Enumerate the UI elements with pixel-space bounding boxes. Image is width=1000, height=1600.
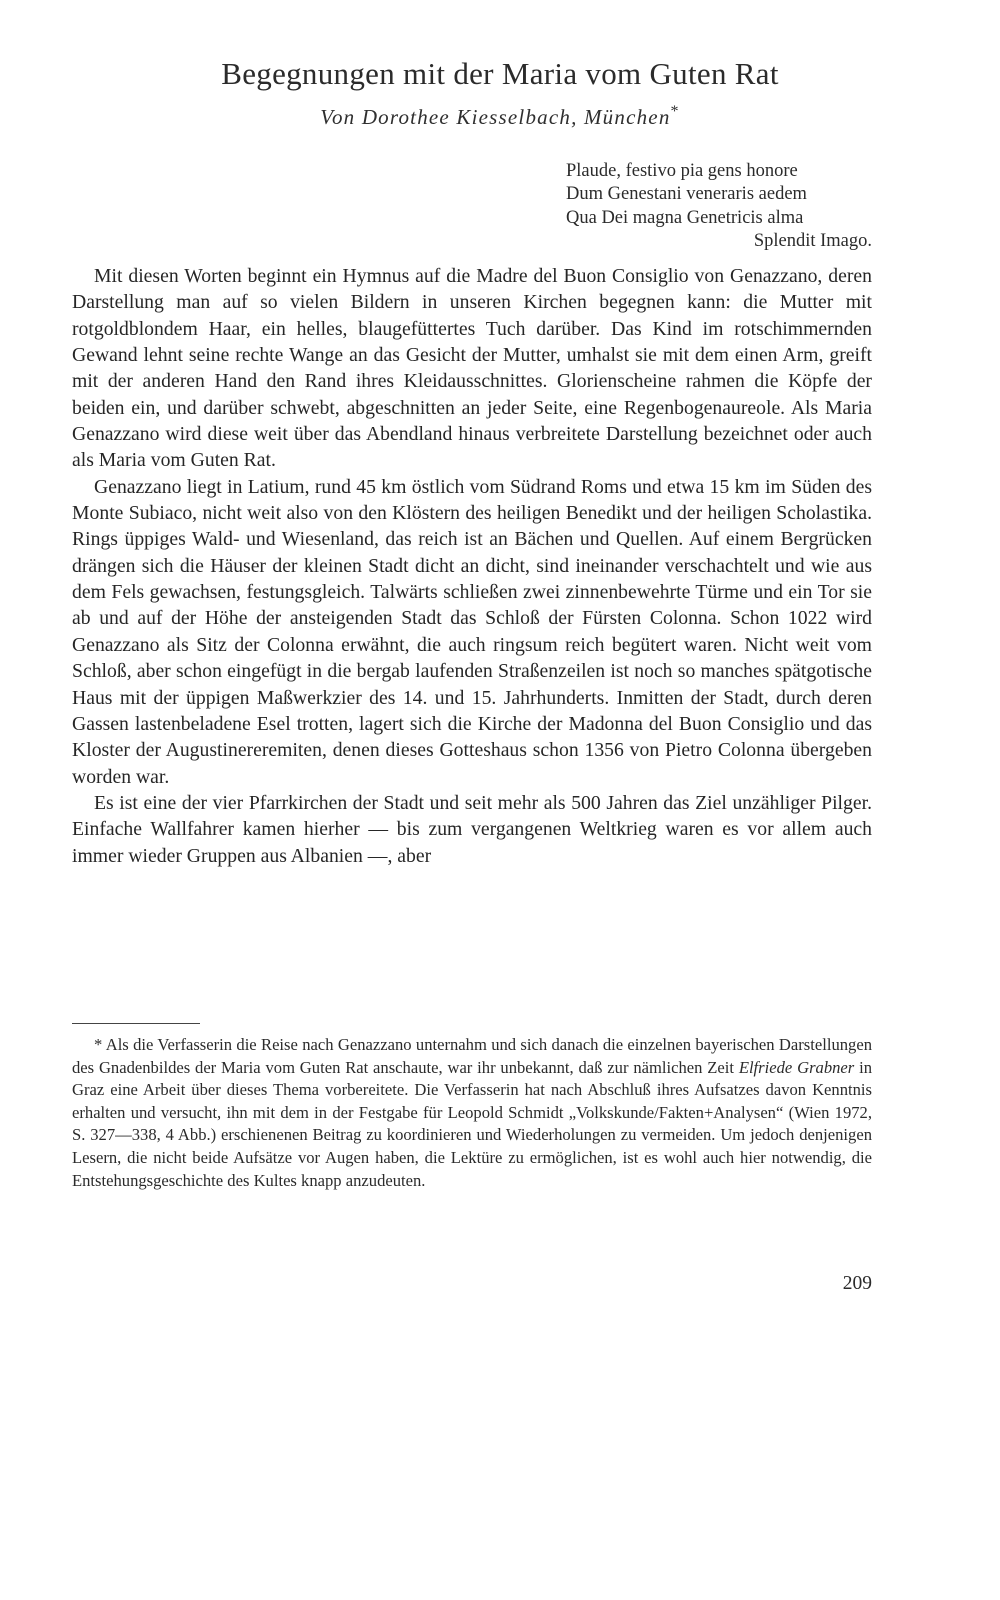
epigraph-line: Dum Genestani veneraris aedem xyxy=(566,184,807,205)
article-title: Begegnungen mit der Maria vom Guten Rat xyxy=(221,56,779,91)
epigraph-line: Plaude, festivo pia gens honore xyxy=(566,161,798,181)
footnote-emphasis: Elfriede Grabner xyxy=(738,1057,855,1077)
body-paragraph: Mit diesen Worten beginnt ein Hymnus auf die Madre del Buon Consiglio von Genazzano, deren Darstellung man auf so vielen Bildern in unseren Kirchen begegnen kann: die Mutter mit rotgoldblondem Haar, ein helles, blaugefüttertes Tuch darüber. Das Kind im rotschimmernden Gewand lehnt seine rechte Wange an das Gesicht der Mutter, umhalst sie mit dem einen Arm, greift mit der anderen Hand den Rand ihres Kleidausschnittes. Glorienscheine rahmen die Köpfe der beiden ein, und darüber schwebt, abgeschnitten an jeder Seite, eine Regenbogenaureole. Als Maria Genazzano wird diese weit über das Abendland hinaus verbreitete Darstellung bezeichnet oder auch als Maria vom Guten Rat. xyxy=(72,265,872,472)
article-body xyxy=(72,263,872,869)
epigraph-latin-verse xyxy=(566,160,872,253)
footnote-reference-marker: * xyxy=(670,103,680,120)
footnote-separator xyxy=(72,1023,200,1024)
page-number: 209 xyxy=(842,1273,872,1294)
body-paragraph: Es ist eine der vier Pfarrkirchen der Stadt und seit mehr als 500 Jahren das Ziel unzähliger Pilger. Einfache Wallfahrer kamen hierher — bis zum vergangenen Weltkrieg waren es vor allem auch immer wieder Gruppen aus Albanien —, aber xyxy=(72,791,872,867)
epigraph-line: Qua Dei magna Genetricis alma xyxy=(566,207,804,228)
footnote xyxy=(72,1034,872,1192)
author-byline xyxy=(0,103,1000,130)
footnote-marker: * xyxy=(94,1035,103,1054)
footnote-text: in Graz eine Arbeit über dieses Thema vorbereitete. Die Verfasserin hat nach Abschluß ihres Aufsatzes davon Kenntnis erhalten und versucht, ihn mit dem in der Festgabe für Leopold Schmidt „Volkskunde/Fakten+Analysen“ (Wien 1972, S. 327—338, 4 Abb.) erschienenen Beitrag zu koordinieren und Wiederholungen zu vermeiden. Um jedoch denjenigen Lesern, die nicht beide Aufsätze vor Augen haben, die Lektüre zu ermöglichen, ist es wohl auch hier notwendig, die Entstehungsgeschichte des Kultes knapp anzudeuten. xyxy=(72,1057,872,1190)
body-paragraph: Genazzano liegt in Latium, rund 45 km östlich vom Südrand Roms und etwa 15 km im Süden des Monte Subiaco, nicht weit also von den Klöstern des heiligen Benedikt und der heiligen Scholastika. Rings üppiges Wald- und Wiesenland, das reich ist an Bächen und Quellen. Auf einem Bergrücken drängen sich die Häuser der kleinen Stadt dicht an dicht, sind ineinander verschachtelt und wie aus dem Fels gewachsen, festungsgleich. Talwärts schließen zwei zinnenbewehrte Türme und ein Tor sie ab und auf der Höhe der ansteigenden Stadt das Schloß der Fürsten Colonna. Schon 1022 wird Genazzano als Sitz der Colonna erwähnt, die auch ringsum reich begütert waren. Nicht weit vom Schloß, aber schon eingefügt in die bergab laufenden Straßenzeilen ist noch so manches spätgotische Haus mit der üppigen Maßwerkzier des 14. und 15. Jahrhunderts. Inmitten der Stadt, durch deren Gassen lastenbeladene Esel trotten, lagert sich die Kirche der Madonna del Buon Consiglio und das Kloster der Augustinereremiten, denen dieses Gotteshaus schon 1356 von Pietro Colonna übergeben worden war. xyxy=(72,475,872,788)
epigraph-line: Splendit Imago. xyxy=(753,230,872,251)
footnote-text: Als die Verfasserin die Reise nach Genazzano unternahm und sich danach die einzelnen bayerischen Darstellungen des Gnadenbildes der Maria vom Guten Rat anschaute, war ihr unbekannt, daß zur nämlichen Zeit xyxy=(72,1035,872,1077)
footnote-paragraph xyxy=(72,1034,872,1192)
byline-text: Von Dorothee Kiesselbach, München xyxy=(320,105,671,129)
